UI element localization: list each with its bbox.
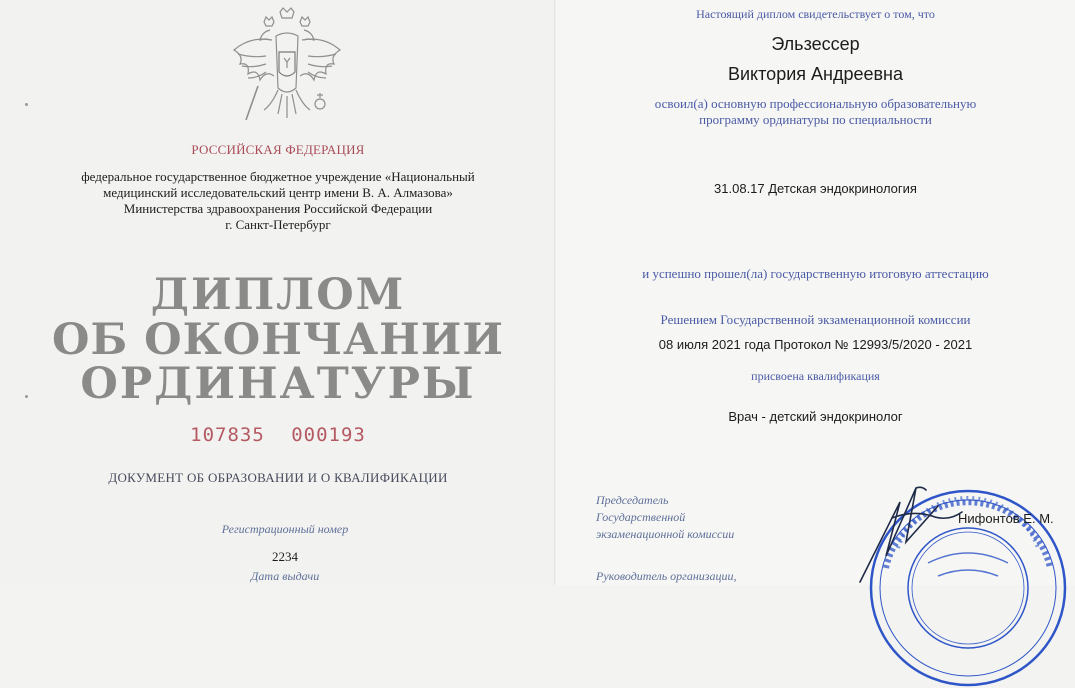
- qualification-label: присвоена квалификация: [751, 369, 880, 383]
- document-type: ДОКУМЕНТ ОБ ОБРАЗОВАНИИ И О КВАЛИФИКАЦИИ: [108, 470, 448, 485]
- institution-line: медицинский исследовательский центр имени В. А. Алмазова»: [103, 185, 453, 200]
- institution-line: Министерства здравоохранения Российской Федерации: [123, 201, 433, 216]
- commission-decision: Решением Государственной экзаменационной комиссии: [660, 312, 971, 327]
- chair-label-line: Председатель: [596, 493, 669, 507]
- specialty: 31.08.17 Детская эндокринология: [714, 181, 917, 196]
- serial-series: 107835: [190, 424, 265, 446]
- graduate-surname: Эльзессер: [771, 34, 860, 54]
- chair-label: [596, 492, 734, 543]
- coat-of-arms-icon: [228, 6, 346, 128]
- qualification: Врач - детский эндокринолог: [728, 409, 903, 424]
- program-text-line: программу ординатуры по специальности: [699, 112, 932, 127]
- protocol: 08 июля 2021 года Протокол № 12993/5/2020 - 2021: [658, 337, 973, 352]
- serial-number: [0, 424, 556, 446]
- registration-number: 2234: [272, 549, 298, 564]
- chair-label-line: экзаменационной комиссии: [596, 527, 735, 541]
- document-title-line-2: ОБ ОКОНЧАНИИ: [52, 315, 504, 365]
- margin-dot: [25, 103, 28, 106]
- program-text-line: освоил(а) основную профессиональную образовательную: [654, 96, 977, 111]
- signature-icon: [856, 482, 966, 585]
- institution-line: г. Санкт-Петербург: [225, 217, 331, 232]
- attestation-text: и успешно прошел(ла) государственную итоговую аттестацию: [642, 266, 989, 281]
- document-title-line-3: ОРДИНАТУРЫ: [80, 359, 476, 409]
- margin-dot: [25, 395, 28, 398]
- head-label: Руководитель организации,: [596, 569, 737, 583]
- country-name: РОССИЙСКАЯ ФЕДЕРАЦИЯ: [191, 142, 365, 157]
- institution-line: федеральное государственное бюджетное учреждение «Национальный: [81, 169, 475, 184]
- issue-date-label: Дата выдачи: [250, 569, 320, 583]
- chair-name: Нифонтов Е. М.: [958, 511, 1054, 526]
- institution-name: [40, 169, 516, 233]
- serial-number-value: 000193: [291, 424, 366, 446]
- certifies-text: Настоящий диплом свидетельствует о том, что: [696, 7, 935, 21]
- registration-label: Регистрационный номер: [221, 522, 349, 536]
- graduate-name: Виктория Андреевна: [728, 64, 903, 84]
- document-title-line-1: ДИПЛОМ: [150, 270, 406, 320]
- left-page: [0, 0, 556, 585]
- chair-label-line: Государственной: [596, 510, 686, 524]
